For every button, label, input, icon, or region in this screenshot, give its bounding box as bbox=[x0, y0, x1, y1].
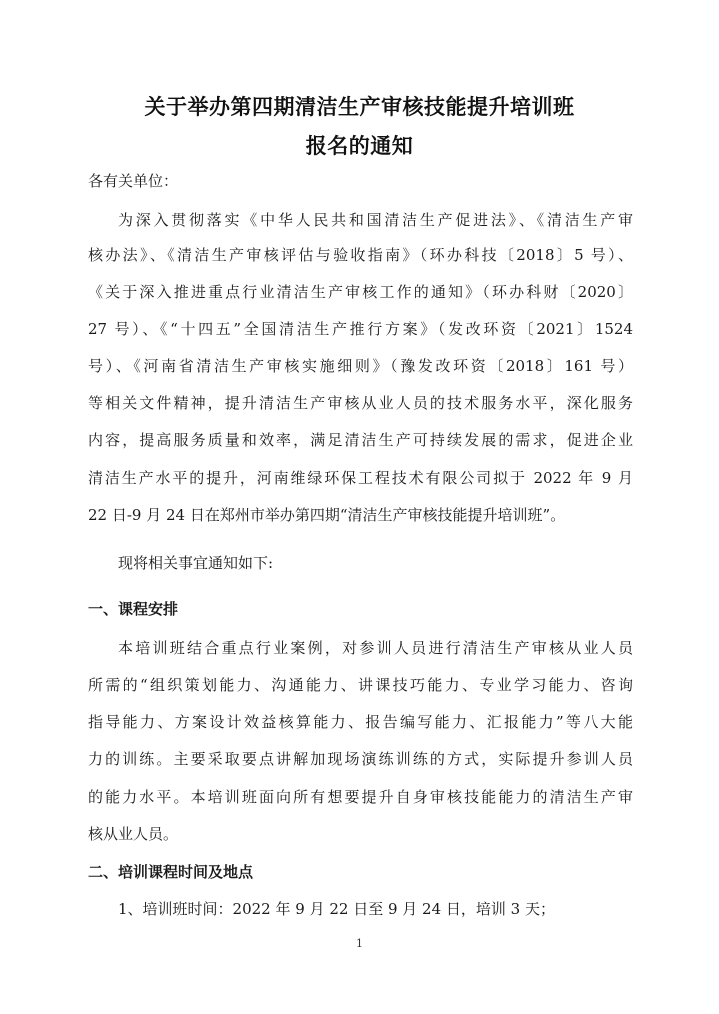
document-title-line-2: 报名的通知 bbox=[305, 134, 414, 158]
intro-line: 清洁生产水平的提升，河南维绿环保工程技术有限公司拟于 2022 年 9 月 bbox=[88, 469, 633, 487]
training-time-item: 1、培训班时间：2022 年 9 月 22 日至 9 月 24 日，培训 3 天； bbox=[118, 900, 555, 918]
intro-line: 《关于深入推进重点行业清洁生产审核工作的通知》（环办科财〔2020〕 bbox=[88, 283, 633, 301]
intro-line: 22 日-9 月 24 日在郑州市举办第四期“清洁生产审核技能提升培训班”。 bbox=[88, 506, 566, 524]
intro-line: 27 号）、《“十四五”全国清洁生产推行方案》（发改环资〔2021〕1524 bbox=[88, 320, 633, 338]
salutation: 各有关单位： bbox=[88, 172, 179, 190]
section1-line: 本培训班结合重点行业案例，对参训人员进行清洁生产审核从业人员 bbox=[118, 639, 633, 657]
page-number: 1 bbox=[356, 937, 363, 950]
section1-line: 的能力水平。本培训班面向所有想要提升自身审核技能能力的清洁生产审 bbox=[88, 788, 633, 806]
intro-line: 内容，提高服务质量和效率，满足清洁生产可持续发展的需求，促进企业 bbox=[88, 431, 633, 449]
section-heading-time-location: 二、培训课程时间及地点 bbox=[88, 863, 254, 881]
intro-line: 为深入贯彻落实《中华人民共和国清洁生产促进法》、《清洁生产审 bbox=[118, 211, 633, 229]
intro-line: 号）、《河南省清洁生产审核实施细则》（豫发改环资〔2018〕161 号） bbox=[88, 357, 633, 375]
section1-line: 核从业人员。 bbox=[88, 825, 179, 843]
document-title-line-1: 关于举办第四期清洁生产审核技能提升培训班 bbox=[144, 95, 575, 119]
intro-line: 核办法》、《清洁生产审核评估与验收指南》（环办科技〔2018〕5 号）、 bbox=[88, 246, 633, 264]
section-heading-course-arrangement: 一、课程安排 bbox=[88, 600, 179, 618]
section1-line: 力的训练。主要采取要点讲解加现场演练训练的方式，实际提升参训人员 bbox=[88, 750, 633, 768]
intro-line: 等相关文件精神，提升清洁生产审核从业人员的技术服务水平，深化服务 bbox=[88, 394, 633, 412]
notice-line: 现将相关事宜通知如下: bbox=[118, 554, 274, 572]
section1-line: 所需的“组织策划能力、沟通能力、讲课技巧能力、专业学习能力、咨询 bbox=[88, 676, 633, 694]
section1-line: 指导能力、方案设计效益核算能力、报告编写能力、汇报能力”等八大能 bbox=[88, 713, 633, 731]
